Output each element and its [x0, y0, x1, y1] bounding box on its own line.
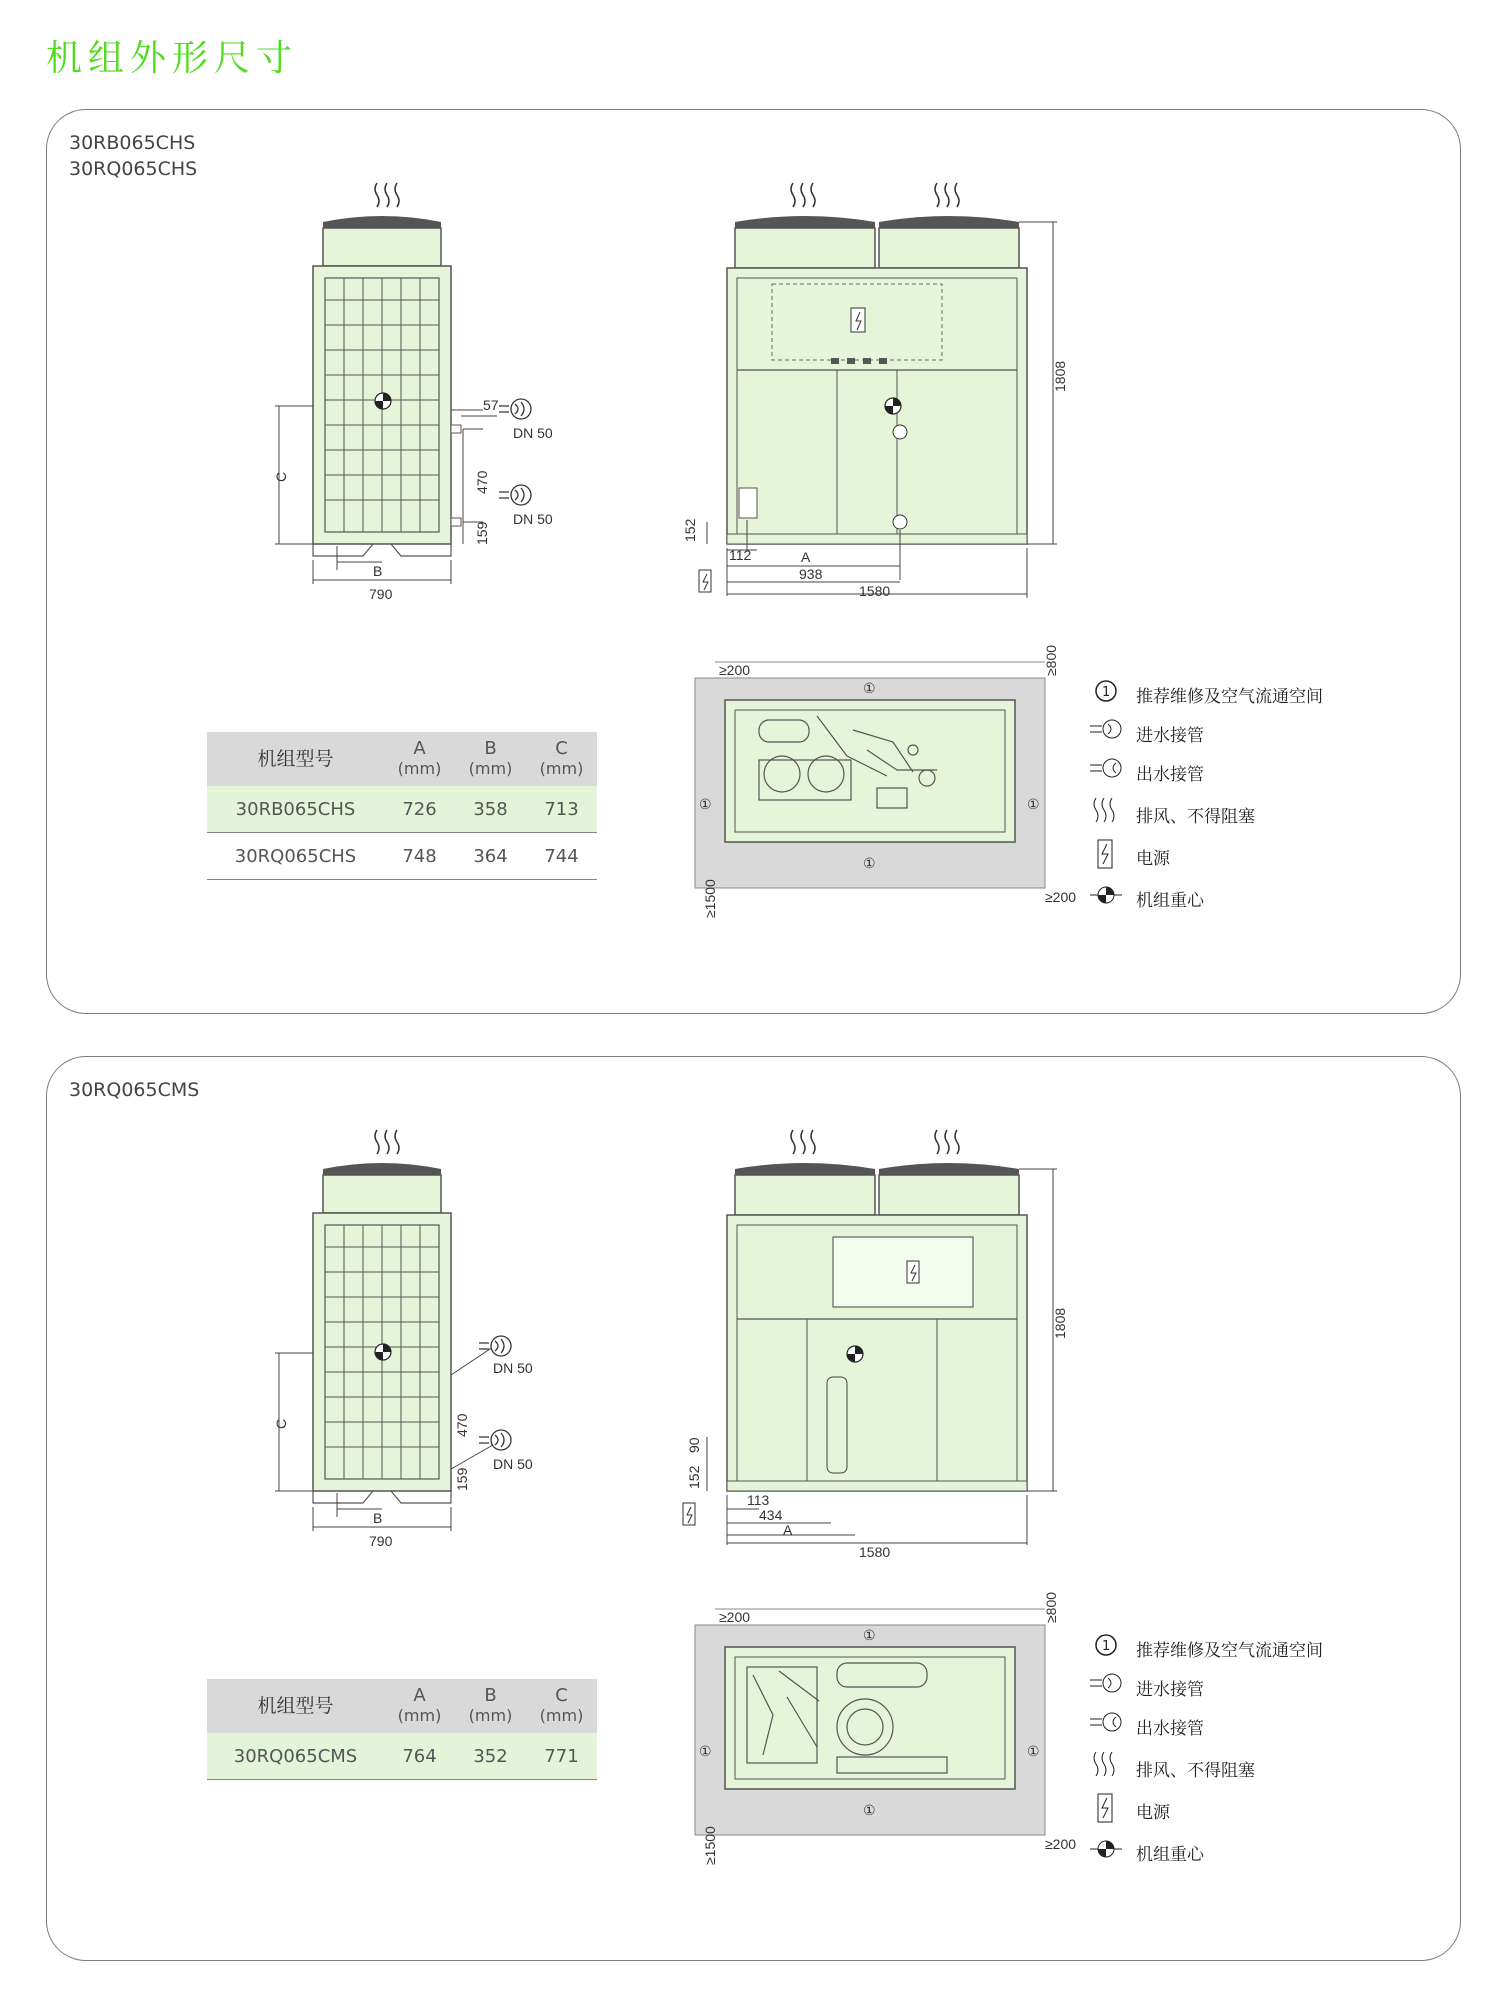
legend-item: 排风、不得阻塞 [1086, 800, 1386, 830]
water-inlet-icon [479, 1430, 511, 1450]
model-label: 30RQ065CHS [69, 158, 198, 180]
dim-152: 152 [686, 1465, 702, 1489]
dim-90: 90 [686, 1437, 702, 1453]
plan-view-drawing [695, 1592, 1076, 1865]
col-header-b: B (mm) [455, 1679, 526, 1733]
dim-c: C [273, 471, 289, 482]
cell-model: 30RB065CHS [207, 786, 384, 833]
clearance-circle-icon [1086, 676, 1126, 706]
dim-b: B [373, 563, 383, 579]
cell-c: 713 [526, 786, 597, 833]
power-supply-icon [907, 1261, 919, 1283]
airflow-icon [375, 183, 399, 207]
water-outlet-icon [499, 399, 531, 419]
clearance-circle-icon: ① [1027, 796, 1040, 812]
dim-57: 57 [483, 397, 499, 413]
airflow-icon [1086, 1750, 1126, 1780]
dim-470: 470 [474, 470, 490, 494]
clearance-circle-icon: ① [863, 1802, 876, 1818]
side-view-drawing [273, 183, 553, 602]
legend-item: 进水接管 [1086, 1673, 1386, 1703]
legend-item: 电源 [1086, 842, 1386, 872]
center-of-gravity-icon [1086, 1834, 1126, 1864]
dim-938: 938 [799, 566, 823, 582]
clearance-1500: ≥1500 [702, 1826, 718, 1865]
front-view-drawing [683, 1130, 1068, 1560]
airflow-icon [375, 1130, 399, 1154]
dn-inlet-label: DN 50 [513, 511, 553, 527]
table-row [207, 786, 597, 833]
dim-113: 113 [747, 1492, 770, 1508]
dn-outlet-label: DN 50 [513, 425, 553, 441]
cell-model: 30RQ065CHS [207, 833, 384, 880]
legend-item: 机组重心 [1086, 884, 1386, 914]
dim-a: A [801, 549, 811, 565]
dim-159: 159 [454, 1467, 470, 1491]
col-header-model: 机组型号 [207, 732, 384, 786]
cell-model: 30RQ065CMS [207, 1733, 384, 1780]
dim-1808: 1808 [1052, 1307, 1068, 1339]
col-header-a: A (mm) [384, 732, 455, 786]
airflow-icon [791, 183, 959, 207]
cell-a: 726 [384, 786, 455, 833]
dim-790: 790 [369, 586, 393, 602]
cell-c: 744 [526, 833, 597, 880]
clearance-circle-icon: ① [863, 680, 876, 696]
model-label: 30RQ065CMS [69, 1079, 200, 1101]
col-header-c: C (mm) [526, 1679, 597, 1733]
clearance-200-right: ≥200 [1045, 1836, 1077, 1852]
spec-table [207, 732, 597, 880]
clearance-1500: ≥1500 [702, 879, 718, 918]
clearance-circle-icon: ① [1027, 1743, 1040, 1759]
table-row [207, 833, 597, 880]
legend-item: 进水接管 [1086, 719, 1386, 749]
plan-view-drawing [695, 645, 1076, 918]
center-of-gravity-icon [375, 393, 391, 409]
svg-text:1: 1 [1102, 685, 1111, 700]
legend-item: 排风、不得阻塞 [1086, 1754, 1386, 1784]
power-supply-icon [1086, 1792, 1126, 1826]
dim-470: 470 [454, 1413, 470, 1437]
power-supply-icon [1086, 838, 1126, 872]
dim-1580: 1580 [859, 583, 891, 599]
airflow-icon [1086, 796, 1126, 826]
clearance-800: ≥800 [1043, 1591, 1059, 1623]
power-supply-icon [699, 570, 711, 592]
center-of-gravity-icon [1086, 880, 1126, 910]
clearance-circle-icon: ① [699, 796, 712, 812]
cell-b: 364 [455, 833, 526, 880]
dim-152: 152 [682, 518, 698, 542]
col-header-c: C (mm) [526, 732, 597, 786]
dim-1580: 1580 [859, 1544, 891, 1560]
power-supply-icon [683, 1503, 695, 1525]
clearance-circle-icon: ① [863, 855, 876, 871]
legend-item: 1 推荐维修及空气流通空间 [1086, 1634, 1386, 1664]
clearance-200-top: ≥200 [719, 1609, 751, 1625]
water-outlet-icon [1086, 1708, 1126, 1738]
airflow-icon [791, 1130, 959, 1154]
side-view-drawing [273, 1130, 533, 1549]
cell-b: 358 [455, 786, 526, 833]
col-header-model: 机组型号 [207, 1679, 384, 1733]
center-of-gravity-icon [885, 398, 901, 414]
col-header-a: A (mm) [384, 1679, 455, 1733]
spec-table [207, 1679, 597, 1780]
legend-item: 1 推荐维修及空气流通空间 [1086, 680, 1386, 710]
table-row [207, 1733, 597, 1780]
legend-item: 电源 [1086, 1796, 1386, 1826]
svg-text:1: 1 [1102, 1639, 1111, 1654]
dim-c: C [273, 1418, 289, 1429]
cell-a: 764 [384, 1733, 455, 1780]
center-of-gravity-icon [375, 1344, 391, 1360]
legend-item: 出水接管 [1086, 758, 1386, 788]
cell-a: 748 [384, 833, 455, 880]
clearance-circle-icon: ① [863, 1627, 876, 1643]
clearance-circle-icon: ① [699, 1743, 712, 1759]
col-header-b: B (mm) [455, 732, 526, 786]
page-title: 机组外形尺寸 [46, 38, 299, 79]
cell-c: 771 [526, 1733, 597, 1780]
water-outlet-icon [1086, 754, 1126, 784]
legend-item: 出水接管 [1086, 1712, 1386, 1742]
clearance-circle-icon [1086, 1630, 1126, 1660]
clearance-200-right: ≥200 [1045, 889, 1077, 905]
front-view-drawing [682, 183, 1068, 599]
dn-outlet-label: DN 50 [493, 1360, 533, 1376]
cell-b: 352 [455, 1733, 526, 1780]
center-of-gravity-icon [847, 1346, 863, 1362]
dim-a: A [783, 1522, 793, 1538]
water-inlet-icon [1086, 1669, 1126, 1699]
water-inlet-icon [499, 485, 531, 505]
panel-30rb065chs [46, 109, 1461, 1014]
clearance-800: ≥800 [1043, 644, 1059, 676]
water-inlet-icon [1086, 715, 1126, 745]
model-label: 30RB065CHS [69, 132, 196, 154]
clearance-200-top: ≥200 [719, 662, 751, 678]
dim-159: 159 [474, 521, 490, 545]
dim-1808: 1808 [1052, 360, 1068, 392]
dim-b: B [373, 1510, 383, 1526]
dn-inlet-label: DN 50 [493, 1456, 533, 1472]
legend-item: 机组重心 [1086, 1838, 1386, 1868]
power-supply-icon [851, 308, 865, 332]
dim-434: 434 [759, 1507, 783, 1523]
dim-112: 112 [729, 547, 752, 563]
dim-790: 790 [369, 1533, 393, 1549]
